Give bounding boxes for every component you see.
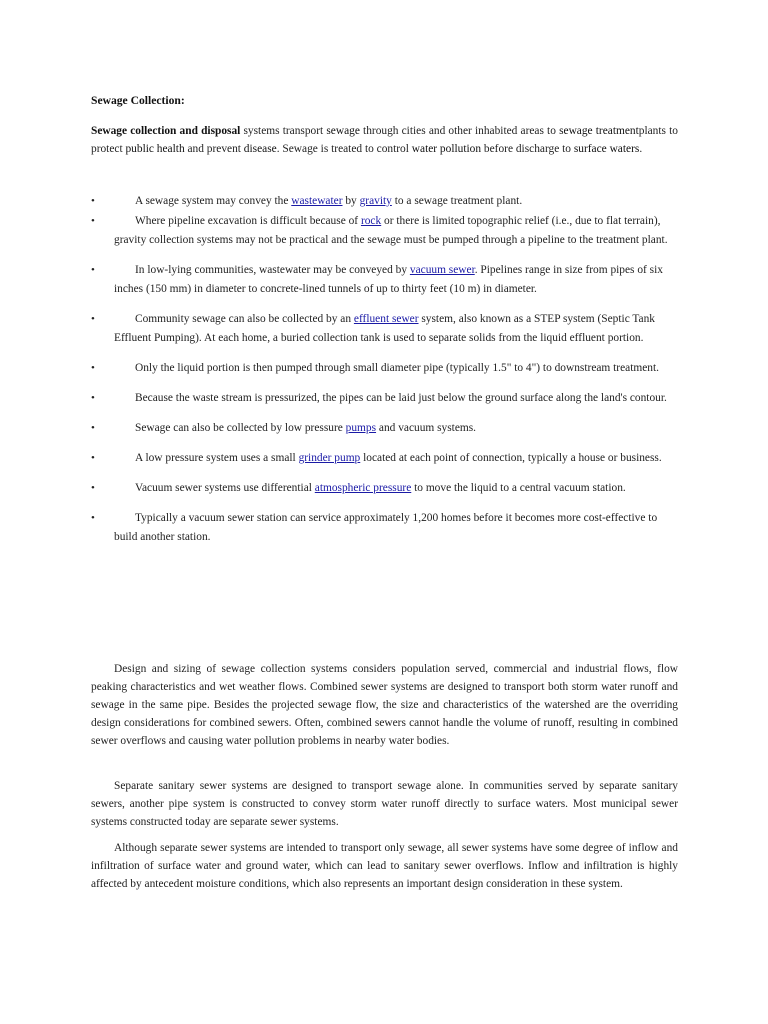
bullet-icon: • [91,362,95,374]
bullet-icon: • [91,422,95,434]
list-item-text: . Pipelines range in size from pipes of six inches (150 mm) in diameter to concrete-lined tunnels of up to thirty feet (10 m) in diameter. [114,264,663,295]
term-surface-waters: surface waters [573,143,640,155]
list-item [91,449,678,468]
term-public-health: public health [125,143,185,155]
list-item [91,212,678,250]
bullet-icon: • [91,195,95,207]
intro-text: . Sewage is treated to control [276,143,412,155]
intro-text: systems transport [240,125,327,137]
link-wastewater[interactable]: wastewater [291,195,343,207]
bullet-icon: • [91,452,95,464]
link-vacuum-sewer[interactable]: vacuum sewer [409,264,475,276]
list-item-text: Sewage can also be collected by low pressure [135,422,346,434]
bullet-icon: • [91,392,95,404]
bullet-list [91,192,678,547]
term-disease: disease [243,143,277,155]
list-item [91,192,678,211]
list-item [91,359,678,378]
list-item-text: Where pipeline excavation is difficult because of [135,215,361,227]
link-atmospheric-pressure[interactable]: atmospheric pressure [314,482,412,494]
bullet-icon: • [91,215,95,227]
body-paragraph-inflow: Although separate sewer systems are intended to transport only sewage, all sewer systems have some degree of inflow and infiltration of surface water and ground water, which can lead to sanitary sewer overflows. Inflow and infiltration is highly affected by antecedent moisture conditions, which also represents an important design consideration in these system. [91,842,678,890]
intro-text: and prevent [184,143,244,155]
intro-text: before discharge to [481,143,574,155]
list-item-text: to move the liquid to a central vacuum station. [411,482,626,494]
list-item-text: or there is limited topographic relief (i.e., due to flat terrain), gravity collection systems may not be practical and the sewage must be pumped through a pipeline to the treatment plant. [114,215,668,246]
bullet-icon: • [91,313,95,325]
list-item-text: In low-lying communities, wastewater may be conveyed by [135,264,410,276]
intro-text: through cities and other inhabited areas to [359,125,560,137]
section-heading: Sewage Collection: [91,94,185,107]
list-item-text: Vacuum sewer systems use differential [135,482,315,494]
list-item-text: to a sewage treatment plant. [391,195,523,207]
list-item-text: Because the waste stream is pressurized, the pipes can be laid just below the ground surface along the land's contour. [135,392,667,404]
list-item [91,389,678,408]
list-item-text: A sewage system may convey the [135,195,292,207]
list-item-text: Community sewage can also be collected by an [135,313,354,325]
body-paragraph-separate-systems: Separate sanitary sewer systems are designed to transport sewage alone. In communities served by separate sanitary sewers, another pipe system is constructed to convey storm water runoff directly to surface waters. Most municipal sewer systems constructed today are separate sewer systems. [91,780,678,828]
body-paragraph-design: Design and sizing of sewage collection systems considers population served, commercial and industrial flows, flow peaking characteristics and wet weather flows. Combined sewer systems are designed to transport both storm water runoff and sewage in the same pipe. Besides the projected sewage flow, the size and characteristics of the watershed are the overriding design considerations for combined sewers. Often, combined sewers cannot handle the volume of runoff, resulting in combined sewer overflows and causing water pollution problems in nearby water bodies. [91,663,678,747]
list-item-text: system, also known as a STEP system (Septic Tank Effluent Pumping). At each home, a buried collection tank is used to separate solids from the liquid effluent portion. [114,313,656,344]
list-item-text: and vacuum systems. [376,422,477,434]
intro-text: . [639,143,643,155]
list-item [91,261,678,299]
list-item-text: A low pressure system uses a small [135,452,299,464]
list-item [91,419,678,438]
list-item [91,310,678,348]
intro-lead: Sewage collection and disposal [91,125,241,137]
list-item-text: located at each point of connection, typically a house or business. [360,452,662,464]
bullet-icon: • [91,512,95,524]
intro-text: plants to protect [91,125,678,155]
link-effluent-sewer[interactable]: effluent sewer [353,313,419,325]
bullet-icon: • [91,264,95,276]
term-sewage-treatment: sewage treatment [559,125,639,137]
list-item-text: by [342,195,360,207]
list-item-text: Only the liquid portion is then pumped through small diameter pipe (typically 1.5" to 4") to downstream treatment. [135,362,659,374]
intro-paragraph [91,122,678,158]
list-item-text: Typically a vacuum sewer station can service approximately 1,200 homes before it becomes more cost-effective to build another station. [114,512,658,543]
link-gravity[interactable]: gravity [359,195,392,207]
link-rock[interactable]: rock [360,215,382,227]
link-grinder-pump[interactable]: grinder pump [298,452,361,464]
list-item [91,479,678,498]
term-water-pollution: water pollution [411,143,482,155]
term-sewage: sewage [326,125,360,137]
list-item [91,509,678,547]
link-pumps[interactable]: pumps [345,422,377,434]
bullet-icon: • [91,482,95,494]
